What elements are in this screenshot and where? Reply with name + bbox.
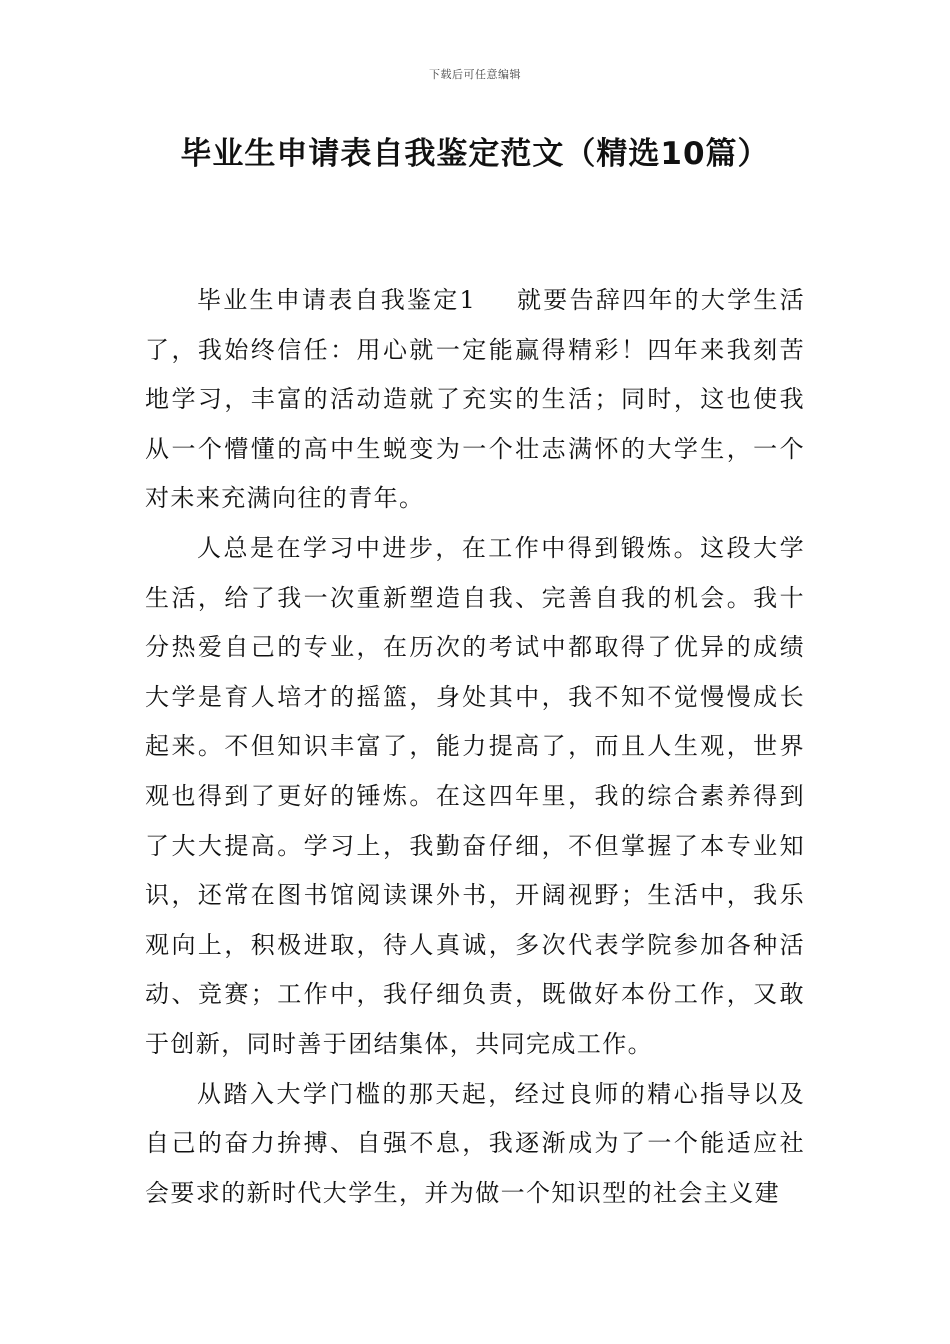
document-title: 毕业生申请表自我鉴定范文（精选10篇） [180,136,770,172]
paragraph-3 [145,1070,805,1219]
paragraph-2 [145,524,805,1070]
header-note: 下载后可任意编辑 [429,68,521,81]
paragraph-1 [145,276,805,524]
paragraph-text: 就要告辞四年的大学生活了，我始终信任：用心就一定能赢得精彩！四年来我刻苦地学习，丰富的活动造就了充实的生活；同时，这也使我从一个懵懂的高中生蜕变为一个壮志满怀的大学生，一个对未来充满向往的青年。 [145,286,805,513]
document-body [145,276,805,1218]
section-label: 毕业生申请表自我鉴定1 [197,286,477,314]
paragraph-text: 从踏入大学门槛的那天起，经过良师的精心指导以及自己的奋力拚搏、自强不息，我逐渐成为了一个能适应社会要求的新时代大学生，并为做一个知识型的社会主义建 [145,1079,805,1207]
paragraph-text: 人总是在学习中进步，在工作中得到锻炼。这段大学生活，给了我一次重新塑造自我、完善自我的机会。我十分热爱自己的专业，在历次的考试中都取得了优异的成绩大学是育人培才的摇篮，身处其中，我不知不觉慢慢成长起来。不但知识丰富了，能力提高了，而且人生观，世界观也得到了更好的锤炼。在这四年里，我的综合素养得到了大大提高。学习上，我勤奋仔细，不但掌握了本专业知识，还常在图书馆阅读课外书，开阔视野；生活中，我乐观向上，积极进取，待人真诚，多次代表学院参加各种活动、竞赛；工作中，我仔细负责，既做好本份工作，又敢于创新，同时善于团结集体，共同完成工作。 [145,533,805,1058]
